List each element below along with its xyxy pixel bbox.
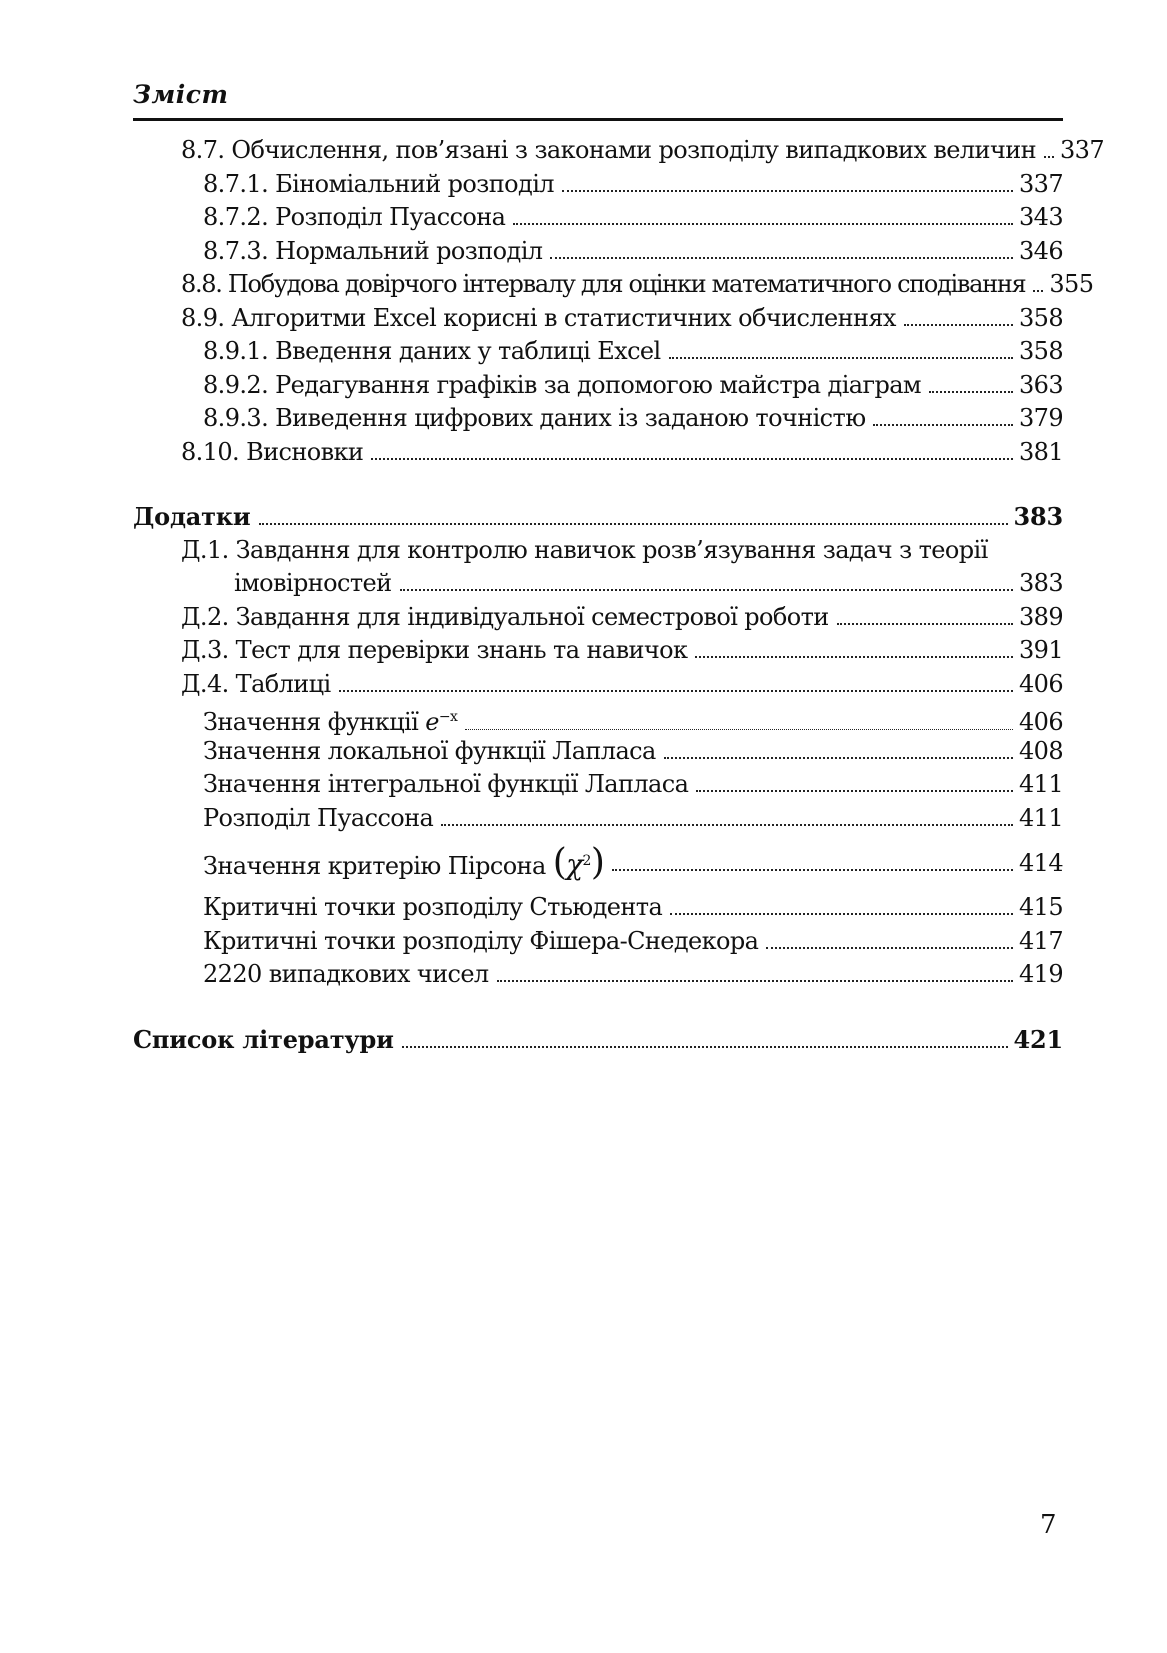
- toc-entry[interactable]: [133, 302, 1063, 336]
- toc-entry-label: 8.9.1. Введення даних у таблиці Excel: [203, 337, 661, 365]
- dot-leader: [837, 623, 1013, 625]
- toc-entry-page: 355: [1049, 270, 1094, 298]
- toc-entry-page: 415: [1018, 893, 1063, 921]
- dot-leader: [873, 424, 1013, 426]
- dot-leader: [402, 1046, 1008, 1048]
- toc-entry-page: 391: [1018, 636, 1063, 664]
- section-gap: [133, 992, 1063, 1023]
- toc-entry-page: 343: [1018, 203, 1063, 231]
- toc-entry-label: 8.7.3. Нормальний розподіл: [203, 236, 543, 265]
- toc-entry-page: 411: [1018, 770, 1063, 798]
- toc-entry-page: 419: [1018, 960, 1063, 988]
- toc-entry-label: 8.7.2. Розподіл Пуассона: [203, 203, 506, 231]
- toc-entry-d1-line1[interactable]: Д.1. Завдання для контролю навичок розв’язування задач з теорії: [181, 535, 988, 564]
- toc-entry-page: 337: [1060, 136, 1105, 164]
- toc-entry-page: 358: [1018, 337, 1063, 365]
- toc-entry[interactable]: [133, 668, 1063, 702]
- toc-entry-page: 417: [1018, 926, 1063, 955]
- toc-entry-page: 381: [1018, 437, 1063, 466]
- math-chi: χ: [566, 847, 583, 881]
- dot-leader: [612, 869, 1013, 871]
- toc-entry[interactable]: [133, 701, 1063, 735]
- toc-entry-label: Д.3. Тест для перевірки знань та навичок: [181, 636, 688, 664]
- dot-leader: [513, 223, 1013, 225]
- dot-leader: [904, 324, 1013, 326]
- header-rule: [133, 118, 1063, 121]
- toc-section-appendix[interactable]: [133, 500, 1063, 534]
- dot-leader: [371, 458, 1013, 460]
- toc-entry-label: Розподіл Пуассона: [203, 803, 434, 832]
- toc-entry-label: 8.7. Обчислення, пов’язані з законами розподілу випадкових величин: [181, 136, 1037, 164]
- dot-leader: [669, 357, 1013, 359]
- dot-leader: [929, 391, 1013, 393]
- toc-entry-label: імовірностей: [234, 569, 392, 597]
- toc-entry[interactable]: [133, 402, 1063, 436]
- toc-entry[interactable]: [133, 134, 1105, 168]
- running-head-title: Зміст: [133, 80, 229, 109]
- toc-entry-label: Критичні точки розподілу Стьюдента: [203, 893, 663, 921]
- toc-entry-page: 406: [1018, 669, 1063, 698]
- toc-section-label: Список літератури: [133, 1024, 394, 1054]
- toc-entry[interactable]: [133, 802, 1063, 836]
- toc-entry-page: 411: [1018, 803, 1063, 832]
- toc-entry-label: Д.2. Завдання для індивідуальної семестрової роботи: [181, 602, 829, 631]
- open-paren: (: [552, 841, 567, 883]
- math-exponent: 2: [582, 852, 591, 869]
- toc-section-references[interactable]: [133, 1023, 1063, 1057]
- toc-entry-label: 8.9. Алгоритми Excel корисні в статистичних обчисленнях: [181, 303, 896, 332]
- dot-leader: [670, 913, 1013, 915]
- toc-entry-text: Значення критерію Пірсона: [203, 851, 546, 880]
- toc-entry-label: 2220 випадкових чисел: [203, 960, 489, 988]
- toc-entry-label: Д.4. Таблиці: [181, 669, 331, 698]
- dot-leader: [550, 257, 1013, 259]
- close-paren: ): [590, 841, 605, 883]
- toc-entry-d1-line2[interactable]: [133, 567, 1063, 601]
- toc-section-page: 383: [1013, 502, 1063, 531]
- dot-leader: [695, 656, 1013, 658]
- toc-entry[interactable]: [133, 835, 1063, 891]
- dot-leader: [441, 824, 1013, 826]
- toc-entry[interactable]: [133, 634, 1063, 668]
- toc-entry[interactable]: [133, 168, 1063, 202]
- toc-entry-page: 383: [1018, 569, 1063, 597]
- dot-leader: [1044, 156, 1054, 158]
- toc-entry[interactable]: [133, 235, 1063, 269]
- dot-leader: [497, 980, 1013, 982]
- toc-entry[interactable]: [133, 958, 1063, 992]
- toc-entry[interactable]: [133, 201, 1063, 235]
- page-number: 7: [1040, 1510, 1057, 1540]
- toc-entry-page: 406: [1018, 708, 1063, 736]
- math-e: e: [425, 708, 439, 736]
- toc-entry-page: 363: [1018, 370, 1063, 399]
- toc-entry-label: [203, 833, 612, 894]
- toc-entry[interactable]: [133, 601, 1063, 635]
- toc-entry[interactable]: [133, 335, 1063, 369]
- toc-entry-label: Значення інтегральної функції Лапласа: [203, 770, 689, 798]
- toc-entry-label: 8.7.1. Біноміальний розподіл: [203, 169, 554, 198]
- dot-leader: [259, 523, 1008, 525]
- toc-entry-label: Критичні точки розподілу Фішера-Снедекора: [203, 926, 759, 955]
- dot-leader: [400, 589, 1013, 591]
- toc-entry[interactable]: [133, 369, 1063, 403]
- math-exponent: −x: [438, 709, 458, 725]
- toc-entry[interactable]: [133, 268, 1094, 302]
- dot-leader: [339, 690, 1013, 692]
- dot-leader: [465, 729, 1013, 730]
- toc-entry-label: 8.10. Висновки: [181, 437, 364, 466]
- toc-section-label: Додатки: [133, 502, 251, 531]
- toc-entry[interactable]: [133, 768, 1063, 802]
- toc-entry-page: 346: [1018, 236, 1063, 265]
- toc-entry[interactable]: [133, 925, 1063, 959]
- toc-section-page: 421: [1013, 1024, 1063, 1054]
- toc-entry-page: 379: [1018, 404, 1063, 432]
- dot-leader: [562, 190, 1013, 192]
- toc-entry-page: 408: [1018, 736, 1063, 765]
- toc-entry-label: Значення локальної функції Лапласа: [203, 736, 656, 765]
- toc-entry-page: 358: [1018, 303, 1063, 332]
- toc-entry-label: 8.9.2. Редагування графіків за допомогою майстра діаграм: [203, 370, 921, 399]
- toc-entry[interactable]: [133, 735, 1063, 769]
- toc-entry-page: 414: [1018, 849, 1063, 877]
- toc-entry[interactable]: [133, 436, 1063, 470]
- dot-leader: [696, 790, 1013, 792]
- toc-entry-page: 337: [1018, 169, 1063, 198]
- section-gap: [133, 469, 1063, 500]
- toc-entry-page: 389: [1018, 602, 1063, 631]
- toc-entry-label: 8.9.3. Виведення цифрових даних із заданою точністю: [203, 404, 866, 432]
- dot-leader: [766, 947, 1013, 949]
- dot-leader: [664, 757, 1013, 759]
- toc-entry[interactable]: [133, 891, 1063, 925]
- toc-entry-text: Значення функції: [203, 708, 419, 736]
- dot-leader: [1033, 290, 1043, 292]
- table-of-contents: [133, 134, 1105, 1056]
- toc-entry-label: 8.8. Побудова довірчого інтервалу для оцінки математичного сподівання: [181, 270, 1026, 298]
